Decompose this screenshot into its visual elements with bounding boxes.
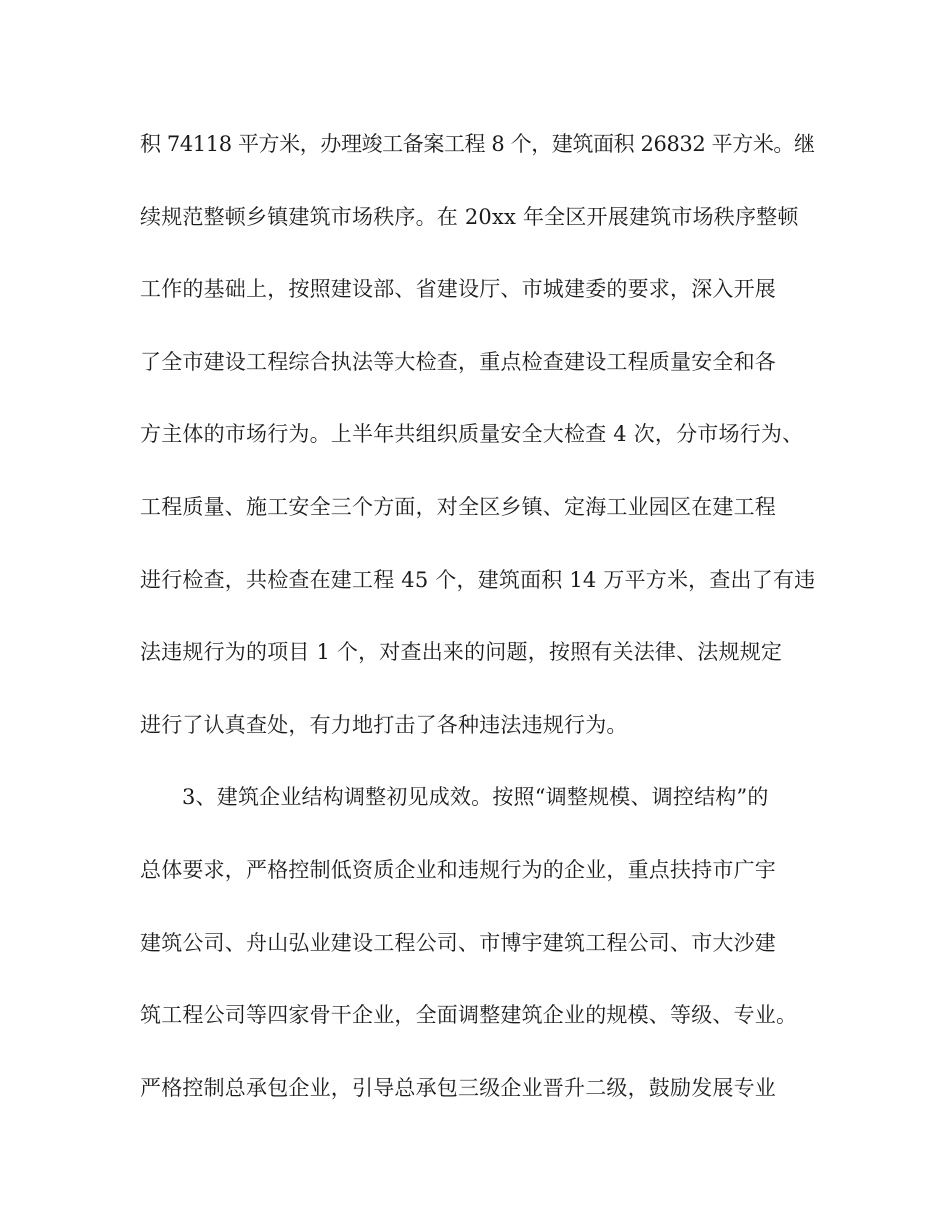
text-line: 筑工程公司等四家骨干企业，全面调整建筑企业的规模、等级、专业。 <box>140 1003 798 1028</box>
paragraph-start-line: 3、建筑企业结构调整初见成效。按照“调整规模、调控结构”的 <box>182 785 769 810</box>
text-line: 进行了认真查处，有力地打击了各种违法违规行为。 <box>140 712 628 737</box>
text-line: 建筑公司、舟山弘业建设工程公司、市博宇建筑工程公司、市大沙建 <box>140 930 776 955</box>
text-line: 严格控制总承包企业，引导总承包三级企业晋升二级，鼓励发展专业 <box>140 1075 776 1100</box>
text-line: 进行检查，共检查在建工程 45 个，建筑面积 14 万平方米，查出了有违 <box>140 567 816 592</box>
text-line: 法违规行为的项目 1 个，对查出来的问题，按照有关法律、法规规定 <box>140 640 783 665</box>
text-line: 工程质量、施工安全三个方面，对全区乡镇、定海工业园区在建工程 <box>140 494 776 519</box>
text-line: 总体要求，严格控制低资质企业和违规行为的企业，重点扶持市广宇 <box>140 857 776 882</box>
text-line: 工作的基础上，按照建设部、省建设厅、市城建委的要求，深入开展 <box>140 277 776 302</box>
text-line: 续规范整顿乡镇建筑市场秩序。在 20xx 年全区开展建筑市场秩序整顿 <box>140 204 799 229</box>
text-line: 了全市建设工程综合执法等大检查，重点检查建设工程质量安全和各 <box>140 349 776 374</box>
document-body <box>140 120 820 1136</box>
text-line: 积 74118 平方米，办理竣工备案工程 8 个，建筑面积 26832 平方米。继 <box>140 132 815 156</box>
text-line: 方主体的市场行为。上半年共组织质量安全大检查 4 次，分市场行为、 <box>140 422 804 447</box>
